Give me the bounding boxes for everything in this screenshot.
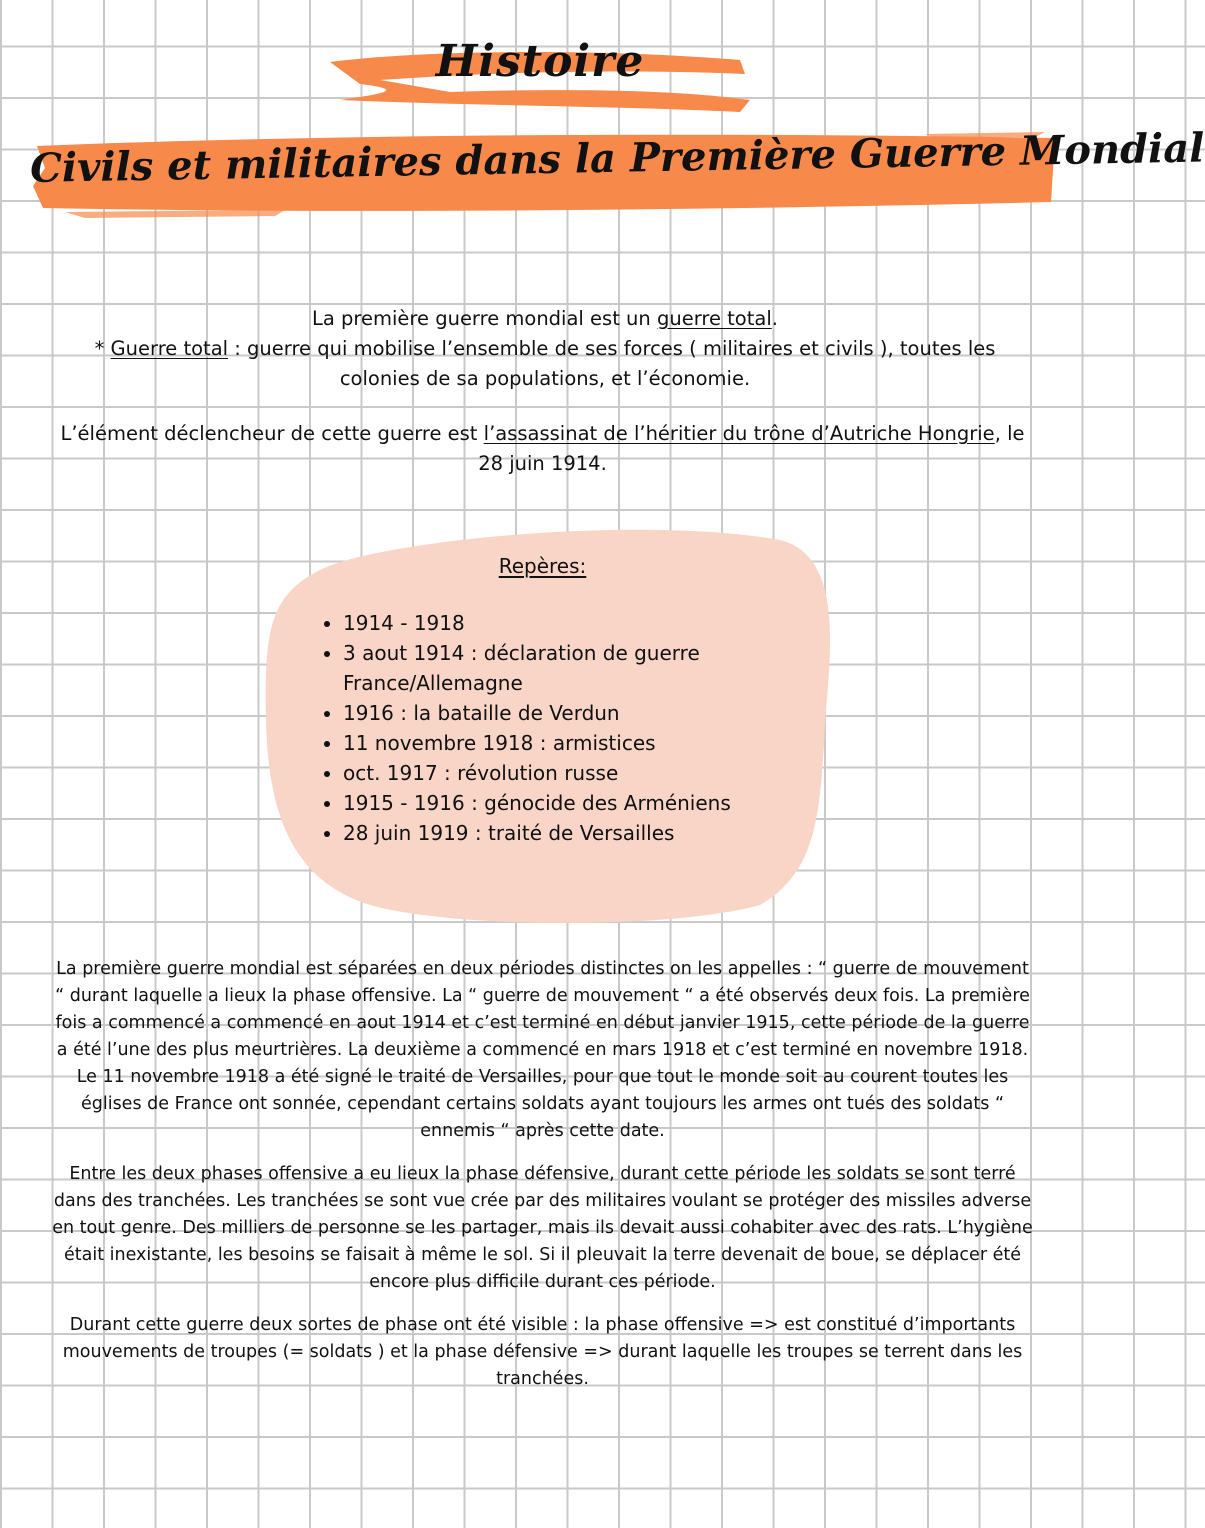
reperes-item: • 11 novembre 1918 : armistices [343,728,763,758]
trigger-block [45,419,1040,479]
reperes-title: Repères: [498,554,587,578]
trigger-prefix: L’élément déclencheur de cette guerre est [60,422,484,445]
paragraph-guerre-de-mouvement: La première guerre mondial est séparées en deux périodes distinctes on les appelles : “ guerre de mouvement “ durant laquelle a lieux la phase offensive. La “ guerre de mouvement “ a été observés deux fois. La première fois a commencé a commencé en aout 1914 et c’est terminé en début janvier 1915, cette période de la guerre a été l’une des plus meurtrières. La deuxième a commencé en mars 1918 et c’est terminé en novembre 1918. Le 11 novembre 1918 a été signé le traité de Versailles, pour que tout le monde soit au courent toutes les églises de France ont sonnée, cependant certains soldats ayant toujours les armes ont tués des soldats “ ennemis “ après cette date. [55,959,1030,1141]
reperes-item: • 1915 - 1916 : génocide des Arméniens [343,788,763,818]
intro-suffix: . [771,307,778,330]
intro-block [90,304,1000,394]
paragraph-conclusion: Durant cette guerre deux sortes de phase ont été visible : la phase offensive => est constitué d’importants mouvements de troupes (= soldats ) et la phase défensive => durant laquelle les troupes se terrent dans les tranchées. [62,1315,1023,1389]
subject-title: Histoire [435,36,645,87]
definition-bullet: * [94,337,111,360]
reperes-item: • oct. 1917 : révolution russe [343,758,763,788]
reperes-item: • 1914 - 1918 [343,608,763,638]
reperes-item: • 3 aout 1914 : déclaration de guerre France/Allemagne [343,638,763,698]
trigger-suffix: , le 28 juin 1914. [478,422,1025,475]
trigger-event: l’assassinat de l’héritier du trône d’Autriche Hongrie [483,422,995,445]
intro-text: La première guerre mondial est un [312,307,657,330]
page-title: Civils et militaires dans la Première Guerre Mondial [29,124,1205,192]
definition-term: Guerre total [110,337,229,360]
intro-term: guerre total [656,307,772,330]
paragraph-phase-defensive: Entre les deux phases offensive a eu lieux la phase défensive, durant cette période les soldats se sont terré dans des tranchées. Les tranchées se sont vue crée par des militaires voulant se protéger des missiles adverse en tout genre. Des milliers de personne se les partager, mais ils devait aussi cohabiter avec des rats. L’hygiène était inexistante, les besoins se faisait à même le sol. Si il pleuvait la terre devenait de boue, se déplacer été encore plus difficile durant ces période. [52,1164,1033,1292]
reperes-item: • 1916 : la bataille de Verdun [343,698,763,728]
definition-text: : guerre qui mobilise l’ensemble de ses forces ( militaires et civils ), toutes les colonies de sa populations, et l’économie. [228,337,996,390]
reperes-item: • 28 juin 1919 : traité de Versailles [343,818,763,848]
reperes-list [315,608,763,848]
